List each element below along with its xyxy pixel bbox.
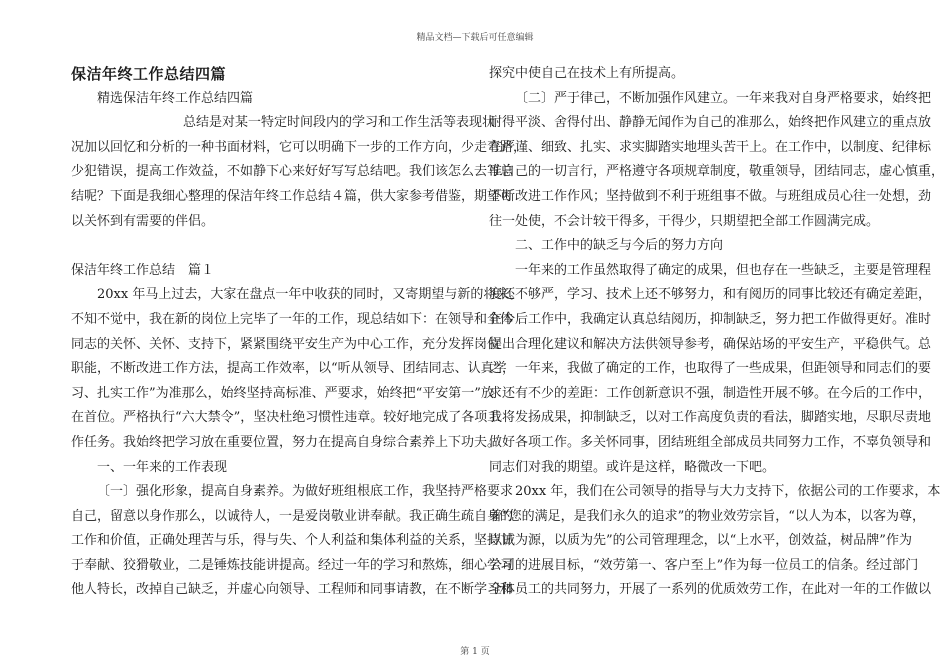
sub-heading: 一、一年来的工作表现: [97, 459, 228, 475]
body-line: 工作和价值，正确处理苦与乐，得与失、个人利益和集体利益的关系，坚持甘: [71, 533, 514, 549]
page-header: 精品文档—下载后可任意编辑: [416, 33, 534, 43]
body-line: 习、扎实工作”为准那么，始终坚持高标准、严要求，始终把“平安第一”放: [71, 385, 494, 401]
body-line: 求还有不少的差距：工作创新意识不强，制造性开展不够。在今后的工作中，: [489, 385, 932, 401]
body-line: 不知不觉中，我在新的岗位上完毕了一年的工作，现总结如下：在领导和全体: [71, 311, 514, 327]
document-subtitle: 精选保洁年终工作总结四篇: [97, 90, 254, 106]
body-line: 耐得平淡、舍得付出、静静无闻作为自己的准那么，始终把作风建立的重点放: [489, 115, 932, 131]
body-line: 探究中使自己在技术上有所提高。: [489, 66, 685, 81]
body-line: 之，一年来，我做了确定的工作，也取得了一些成果，但距领导和同志们的要: [489, 361, 932, 377]
body-line: 在首位。严格执行“六大禁令”，坚决杜绝习惯性违章。较好地完成了各项工: [71, 410, 501, 426]
body-line: 准自己的一切言行，严格遵守各项规章制度，敬重领导，团结同志，虚心慎重，: [489, 164, 945, 180]
body-line: 于奉献、狡猾敬业，二是锤炼技能讲提高。经过一年的学习和熬炼，细心学习: [71, 557, 514, 573]
intro-line: 少犯错误，提高工作效益，不如静下心来好好写写总结吧。我们该怎么去写总: [71, 164, 514, 180]
body-line: 自己，留意以身作那么，以诚待人，一是爱岗敬业讲奉献。我正确生疏自身的: [71, 508, 514, 524]
body-line: 〔一〕强化形象，提高自身素养。为做好班组根底工作，我坚持严格要求: [97, 484, 514, 500]
body-line: 20xx 年，我们在公司领导的指导与大力支持下，依据公司的工作要求，本: [515, 484, 941, 500]
body-line: 往一处使，不会计较干得多，干得少，只期望把全部工作圆满完成。: [489, 213, 880, 229]
body-line: 作任务。我始终把学习放在重要位置，努力在提高自身综合素养上下功夫。: [71, 434, 501, 450]
section-heading: 保洁年终工作总结 篇１: [71, 262, 215, 278]
intro-line: 以关怀到有需要的伴侣。: [71, 213, 215, 229]
left-column: [71, 62, 527, 603]
body-line: 他人特长，改掉自己缺乏，并虚心向领导、工程师和同事请教，在不断学习和: [71, 582, 514, 598]
page-footer: 第 1 页: [460, 647, 490, 657]
body-line: 同志的关怀、关怀、支持下，紧紧围绕平安生产为中心工作，充分发挥岗位: [71, 336, 501, 352]
intro-line: 总结是对某一特定时间段内的学习和工作生活等表现状: [183, 115, 496, 131]
document-title: 保洁年终工作总结四篇: [71, 65, 227, 83]
intro-line: 结呢？下面是我细心整理的保洁年终工作总结４篇，供大家参考借鉴，期望可: [71, 188, 514, 204]
body-line: 着“您的满足，是我们永久的追求”的物业效劳宗旨，“以人为本，以客为尊，: [489, 508, 925, 524]
body-line: 公司的进展目标，“效劳第一、客户至上”作为每一位员工的信条。经过部门: [489, 557, 919, 573]
body-line: 在今后工作中，我确定认真总结阅历，抑制缺乏，努力把工作做得更好。准时: [489, 311, 932, 327]
body-line: 一年来的工作虽然取得了确定的成果，但也存在一些缺乏，主要是管理程: [515, 262, 932, 278]
body-line: 以诚为源，以质为先”的公司管理理念，以“上水平，创效益，树品牌”作为: [489, 533, 912, 549]
body-line: 20xx 年马上过去，大家在盘点一年中收获的同时，又寄期望与新的将来。: [97, 287, 523, 303]
body-line: 在严谨、细致、扎实、求实脚踏实地埋头苦干上。在工作中，以制度、纪律标: [489, 139, 932, 155]
right-column: [489, 62, 945, 603]
body-line: 不断改进工作作风；坚持做到不利于班组事不做。与班组成员心往一处想，劲: [489, 188, 932, 204]
body-line: 度还不够严，学习、技术上还不够努力，和有阅历的同事比较还有确定差距，: [489, 287, 932, 303]
body-line: 同志们对我的期望。或许是这样，略微改一下吧。: [489, 459, 776, 475]
body-line: 〔二〕严于律己，不断加强作风建立。一年来我对自身严格要求，始终把: [515, 90, 932, 106]
body-line: 做好各项工作。多关怀同事，团结班组全部成员共同努力工作，不辜负领导和: [489, 434, 932, 450]
body-line: 职能，不断改进工作方法，提高工作效率，以“听从领导、团结同志、认真学: [71, 361, 507, 377]
body-line: 我将发扬成果，抑制缺乏，以对工作高度负责的看法，脚踏实地，尽职尽责地: [489, 410, 932, 426]
body-line: 提出合理化建议和解决方法供领导参考，确保站场的平安生产，平稳供气。总: [489, 336, 932, 352]
body-line: 全体员工的共同努力，开展了一系列的优质效劳工作，在此对一年的工作做以: [489, 582, 932, 598]
sub-heading: 二、工作中的缺乏与今后的努力方向: [515, 238, 724, 254]
intro-line: 况加以回忆和分析的一种书面材料，它可以明确下一步的工作方向，少走弯路，: [71, 139, 527, 155]
